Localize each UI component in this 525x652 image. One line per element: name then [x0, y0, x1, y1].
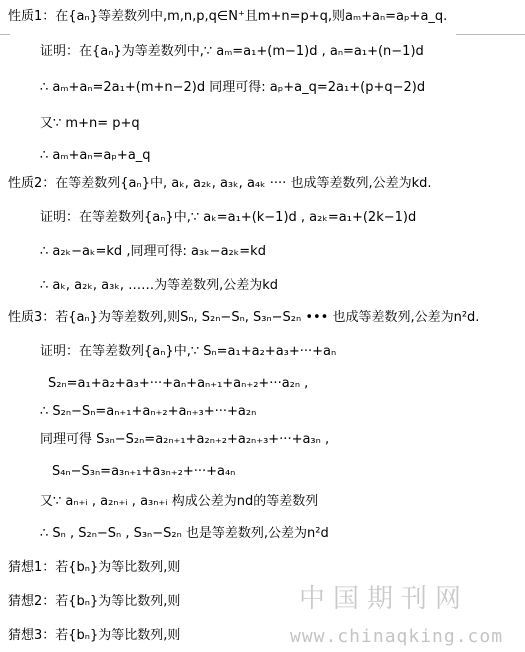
proof-3-line-6: 又∵ aₙ₊ᵢ , a₂ₙ₊ᵢ , a₃ₙ₊ᵢ 构成公差为nd的等差数列	[40, 494, 319, 509]
conjecture-3: 猜想3：若{bₙ}为等比数列,则	[8, 628, 181, 643]
page-margin-mark-left	[0, 34, 10, 35]
proof-2-line-1: 证明：在等差数列{aₙ}中,∵ aₖ=a₁+(k−1)d , a₂ₖ=a₁+(2k−1)d	[40, 210, 417, 225]
proof-2-line-2: ∴ a₂ₖ−aₖ=kd ,同理可得: a₃ₖ−a₂ₖ=kd	[40, 244, 266, 259]
proof-1-line-1: 证明：在{aₙ}为等差数列中,∵ aₘ=a₁+(m−1)d , aₙ=a₁+(n−1)d	[40, 44, 424, 59]
proof-3-line-4: 同理可得 S₃ₙ−S₂ₙ=a₂ₙ₊₁+a₂ₙ₊₂+a₂ₙ₊₃+···+a₃ₙ ,	[40, 432, 330, 447]
conjecture-1: 猜想1：若{bₙ}为等比数列,则	[8, 560, 181, 575]
proof-1-conclusion: ∴ aₘ+aₙ=aₚ+a_q	[40, 148, 151, 163]
proof-3-conclusion: ∴ Sₙ , S₂ₙ−Sₙ , S₃ₙ−S₂ₙ 也是等差数列,公差为n²d	[40, 526, 329, 541]
property-1-statement: 性质1：在{aₙ}等差数列中,m,n,p,q∈N⁺且m+n=p+q,则aₘ+aₙ=aₚ+a_q.	[8, 9, 448, 24]
proof-3-line-3: ∴ S₂ₙ−Sₙ=aₙ₊₁+aₙ₊₂+aₙ₊₃+···+a₂ₙ	[40, 404, 257, 419]
watermark-url: www.chinaqking.com	[290, 626, 504, 647]
proof-3-line-2: S₂ₙ=a₁+a₂+a₃+···+aₙ+aₙ₊₁+aₙ₊₂+···a₂ₙ ,	[48, 376, 309, 391]
proof-2-conclusion: ∴ aₖ, a₂ₖ, a₃ₖ, ……为等差数列,公差为kd	[40, 278, 279, 293]
page-margin-mark-right	[456, 34, 525, 35]
watermark-site-name: 中国期刊网	[299, 584, 470, 614]
proof-1-line-2: ∴ aₘ+aₙ=2a₁+(m+n−2)d 同理可得: aₚ+a_q=2a₁+(p+q−2)d	[40, 80, 426, 95]
property-2-statement: 性质2：在等差数列{aₙ}中, aₖ, a₂ₖ, a₃ₖ, a₄ₖ ···· 也成等差数列,公差为kd.	[8, 176, 432, 191]
conjecture-2: 猜想2：若{bₙ}为等比数列,则	[8, 594, 181, 609]
proof-3-line-1: 证明：在等差数列{aₙ}中,∵ Sₙ=a₁+a₂+a₃+···+aₙ	[40, 344, 337, 359]
proof-1-line-3: 又∵ m+n= p+q	[40, 116, 140, 131]
proof-3-line-5: S₄ₙ−S₃ₙ=a₃ₙ₊₁+a₃ₙ₊₂+···+a₄ₙ	[52, 464, 236, 479]
property-3-statement: 性质3：若{aₙ}为等差数列,则Sₙ, S₂ₙ−Sₙ, S₃ₙ−S₂ₙ ••• 也成等差数列,公差为n²d.	[8, 310, 480, 325]
